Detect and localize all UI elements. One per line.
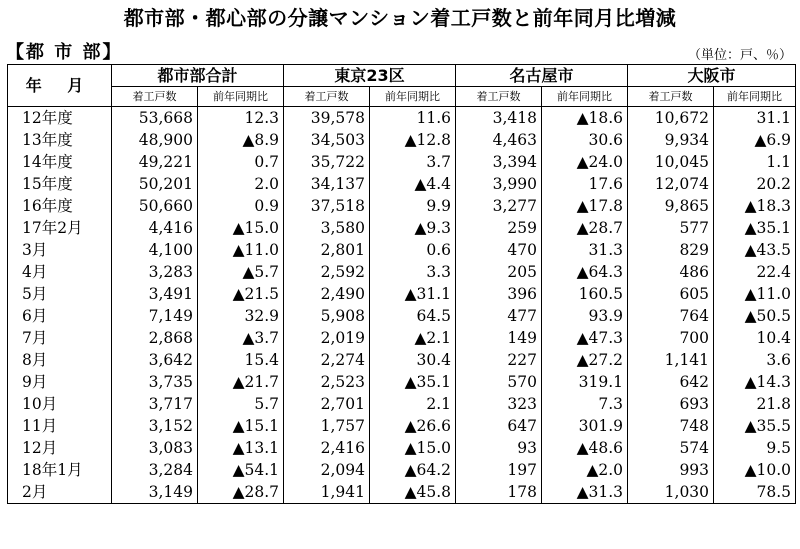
cell-yoy: 0.9 xyxy=(198,195,284,217)
cell-starts: 3,394 xyxy=(456,151,542,173)
cell-yoy: 0.6 xyxy=(370,239,456,261)
cell-starts: 829 xyxy=(628,239,714,261)
subheader-starts: 着工戸数 xyxy=(456,87,542,107)
cell-yoy: 1.1 xyxy=(714,151,796,173)
cell-yoy: 5.7 xyxy=(198,393,284,415)
cell-starts: 3,642 xyxy=(112,349,198,371)
cell-yoy: ▲3.7 xyxy=(198,327,284,349)
row-period: 11月 xyxy=(8,415,112,437)
cell-starts: 9,934 xyxy=(628,129,714,151)
cell-yoy: 2.1 xyxy=(370,393,456,415)
cell-starts: 50,660 xyxy=(112,195,198,217)
cell-starts: 3,580 xyxy=(284,217,370,239)
table-row xyxy=(8,151,796,173)
row-period: 15年度 xyxy=(8,173,112,195)
cell-yoy: ▲11.0 xyxy=(198,239,284,261)
region-header: 都市部合計 xyxy=(112,65,284,87)
table-row xyxy=(8,349,796,371)
row-period: 18年1月 xyxy=(8,459,112,481)
cell-starts: 3,990 xyxy=(456,173,542,195)
cell-yoy: ▲21.5 xyxy=(198,283,284,305)
cell-starts: 2,523 xyxy=(284,371,370,393)
housing-starts-table xyxy=(7,64,796,504)
cell-starts: 48,900 xyxy=(112,129,198,151)
cell-yoy: ▲27.2 xyxy=(542,349,628,371)
cell-starts: 35,722 xyxy=(284,151,370,173)
cell-yoy: ▲13.1 xyxy=(198,437,284,459)
cell-yoy: 9.9 xyxy=(370,195,456,217)
cell-yoy: ▲10.0 xyxy=(714,459,796,481)
cell-starts: 477 xyxy=(456,305,542,327)
cell-starts: 2,592 xyxy=(284,261,370,283)
cell-starts: 9,865 xyxy=(628,195,714,217)
cell-starts: 37,518 xyxy=(284,195,370,217)
cell-starts: 3,284 xyxy=(112,459,198,481)
cell-starts: 1,030 xyxy=(628,481,714,504)
cell-yoy: 31.1 xyxy=(714,107,796,130)
section-label: 【都 市 部】 xyxy=(6,42,123,63)
row-period: 14年度 xyxy=(8,151,112,173)
table-row xyxy=(8,129,796,151)
cell-starts: 227 xyxy=(456,349,542,371)
table-row xyxy=(8,371,796,393)
cell-yoy: ▲2.1 xyxy=(370,327,456,349)
cell-yoy: 78.5 xyxy=(714,481,796,504)
cell-starts: 577 xyxy=(628,217,714,239)
cell-yoy: ▲14.3 xyxy=(714,371,796,393)
row-period: 12月 xyxy=(8,437,112,459)
table-row xyxy=(8,283,796,305)
cell-yoy: 3.3 xyxy=(370,261,456,283)
cell-starts: 93 xyxy=(456,437,542,459)
cell-yoy: 9.5 xyxy=(714,437,796,459)
cell-yoy: 11.6 xyxy=(370,107,456,130)
cell-yoy: ▲8.9 xyxy=(198,129,284,151)
cell-starts: 2,274 xyxy=(284,349,370,371)
cell-starts: 34,137 xyxy=(284,173,370,195)
cell-yoy: 17.6 xyxy=(542,173,628,195)
cell-starts: 50,201 xyxy=(112,173,198,195)
cell-yoy: ▲47.3 xyxy=(542,327,628,349)
cell-yoy: 93.9 xyxy=(542,305,628,327)
row-period: 3月 xyxy=(8,239,112,261)
cell-yoy: ▲54.1 xyxy=(198,459,284,481)
cell-starts: 10,672 xyxy=(628,107,714,130)
cell-starts: 2,094 xyxy=(284,459,370,481)
cell-starts: 323 xyxy=(456,393,542,415)
row-period: 17年2月 xyxy=(8,217,112,239)
subheader-yoy: 前年同期比 xyxy=(714,87,796,107)
cell-yoy: 20.2 xyxy=(714,173,796,195)
cell-yoy: 22.4 xyxy=(714,261,796,283)
region-header: 大阪市 xyxy=(628,65,796,87)
cell-yoy: ▲21.7 xyxy=(198,371,284,393)
cell-yoy: 2.0 xyxy=(198,173,284,195)
table-row xyxy=(8,261,796,283)
cell-starts: 574 xyxy=(628,437,714,459)
cell-yoy: ▲9.3 xyxy=(370,217,456,239)
page-title: 都市部・都心部の分譲マンション着工戸数と前年同月比増減 xyxy=(123,6,677,30)
row-period: 2月 xyxy=(8,481,112,504)
row-period: 16年度 xyxy=(8,195,112,217)
row-period: 9月 xyxy=(8,371,112,393)
cell-yoy: ▲2.0 xyxy=(542,459,628,481)
row-period: 6月 xyxy=(8,305,112,327)
cell-starts: 1,141 xyxy=(628,349,714,371)
cell-yoy: ▲4.4 xyxy=(370,173,456,195)
table-row xyxy=(8,481,796,504)
cell-yoy: 64.5 xyxy=(370,305,456,327)
table-row xyxy=(8,173,796,195)
cell-starts: 178 xyxy=(456,481,542,504)
cell-yoy: ▲35.1 xyxy=(370,371,456,393)
cell-yoy: 21.8 xyxy=(714,393,796,415)
cell-yoy: ▲64.3 xyxy=(542,261,628,283)
cell-starts: 3,491 xyxy=(112,283,198,305)
cell-yoy: ▲18.3 xyxy=(714,195,796,217)
cell-starts: 53,668 xyxy=(112,107,198,130)
subheader-starts: 着工戸数 xyxy=(284,87,370,107)
cell-yoy: ▲15.1 xyxy=(198,415,284,437)
row-period: 8月 xyxy=(8,349,112,371)
cell-starts: 3,149 xyxy=(112,481,198,504)
cell-starts: 470 xyxy=(456,239,542,261)
cell-starts: 5,908 xyxy=(284,305,370,327)
cell-starts: 700 xyxy=(628,327,714,349)
cell-yoy: ▲28.7 xyxy=(198,481,284,504)
cell-starts: 4,463 xyxy=(456,129,542,151)
table-row xyxy=(8,437,796,459)
subheader-yoy: 前年同期比 xyxy=(370,87,456,107)
cell-starts: 205 xyxy=(456,261,542,283)
region-header: 名古屋市 xyxy=(456,65,628,87)
cell-starts: 49,221 xyxy=(112,151,198,173)
cell-yoy: ▲28.7 xyxy=(542,217,628,239)
cell-yoy: ▲24.0 xyxy=(542,151,628,173)
table-row xyxy=(8,107,796,130)
cell-yoy: ▲15.0 xyxy=(370,437,456,459)
cell-starts: 34,503 xyxy=(284,129,370,151)
cell-starts: 3,418 xyxy=(456,107,542,130)
cell-starts: 647 xyxy=(456,415,542,437)
table-row xyxy=(8,393,796,415)
cell-starts: 642 xyxy=(628,371,714,393)
cell-yoy: 160.5 xyxy=(542,283,628,305)
cell-yoy: 10.4 xyxy=(714,327,796,349)
cell-starts: 3,277 xyxy=(456,195,542,217)
cell-yoy: 3.7 xyxy=(370,151,456,173)
cell-starts: 605 xyxy=(628,283,714,305)
cell-yoy: ▲11.0 xyxy=(714,283,796,305)
cell-yoy: ▲17.8 xyxy=(542,195,628,217)
cell-starts: 39,578 xyxy=(284,107,370,130)
row-period: 13年度 xyxy=(8,129,112,151)
table-row xyxy=(8,217,796,239)
cell-starts: 3,152 xyxy=(112,415,198,437)
cell-yoy: ▲48.6 xyxy=(542,437,628,459)
subheader-starts: 着工戸数 xyxy=(628,87,714,107)
cell-starts: 3,717 xyxy=(112,393,198,415)
cell-yoy: 30.6 xyxy=(542,129,628,151)
cell-starts: 764 xyxy=(628,305,714,327)
corner-header: 年 月 xyxy=(8,65,112,107)
cell-yoy: 12.3 xyxy=(198,107,284,130)
table-row xyxy=(8,239,796,261)
cell-yoy: ▲15.0 xyxy=(198,217,284,239)
cell-yoy: 0.7 xyxy=(198,151,284,173)
table-row xyxy=(8,415,796,437)
row-period: 4月 xyxy=(8,261,112,283)
subheader-yoy: 前年同期比 xyxy=(198,87,284,107)
cell-yoy: 3.6 xyxy=(714,349,796,371)
cell-yoy: ▲18.6 xyxy=(542,107,628,130)
cell-yoy: 32.9 xyxy=(198,305,284,327)
cell-starts: 4,100 xyxy=(112,239,198,261)
cell-starts: 2,801 xyxy=(284,239,370,261)
table-row xyxy=(8,459,796,481)
subheader-starts: 着工戸数 xyxy=(112,87,198,107)
cell-starts: 486 xyxy=(628,261,714,283)
cell-starts: 993 xyxy=(628,459,714,481)
cell-yoy: ▲35.1 xyxy=(714,217,796,239)
cell-yoy: ▲43.5 xyxy=(714,239,796,261)
region-header: 東京23区 xyxy=(284,65,456,87)
cell-starts: 3,735 xyxy=(112,371,198,393)
row-period: 10月 xyxy=(8,393,112,415)
cell-starts: 10,045 xyxy=(628,151,714,173)
row-period: 5月 xyxy=(8,283,112,305)
cell-starts: 3,083 xyxy=(112,437,198,459)
cell-starts: 396 xyxy=(456,283,542,305)
cell-starts: 149 xyxy=(456,327,542,349)
cell-yoy: ▲31.3 xyxy=(542,481,628,504)
cell-starts: 2,416 xyxy=(284,437,370,459)
cell-yoy: ▲35.5 xyxy=(714,415,796,437)
cell-yoy: ▲64.2 xyxy=(370,459,456,481)
cell-yoy: ▲5.7 xyxy=(198,261,284,283)
cell-yoy: 301.9 xyxy=(542,415,628,437)
unit-label: （単位：戸、％） xyxy=(687,48,792,63)
cell-yoy: ▲31.1 xyxy=(370,283,456,305)
cell-starts: 3,283 xyxy=(112,261,198,283)
cell-starts: 259 xyxy=(456,217,542,239)
table-row xyxy=(8,305,796,327)
cell-starts: 693 xyxy=(628,393,714,415)
cell-starts: 197 xyxy=(456,459,542,481)
cell-yoy: ▲45.8 xyxy=(370,481,456,504)
cell-yoy: ▲12.8 xyxy=(370,129,456,151)
row-period: 7月 xyxy=(8,327,112,349)
cell-yoy: 319.1 xyxy=(542,371,628,393)
cell-starts: 1,757 xyxy=(284,415,370,437)
cell-yoy: 7.3 xyxy=(542,393,628,415)
table-row xyxy=(8,195,796,217)
cell-starts: 4,416 xyxy=(112,217,198,239)
cell-yoy: ▲50.5 xyxy=(714,305,796,327)
cell-starts: 570 xyxy=(456,371,542,393)
cell-yoy: 31.3 xyxy=(542,239,628,261)
subheader-yoy: 前年同期比 xyxy=(542,87,628,107)
cell-starts: 12,074 xyxy=(628,173,714,195)
cell-starts: 2,701 xyxy=(284,393,370,415)
cell-starts: 2,490 xyxy=(284,283,370,305)
cell-starts: 2,019 xyxy=(284,327,370,349)
cell-starts: 2,868 xyxy=(112,327,198,349)
cell-starts: 1,941 xyxy=(284,481,370,504)
cell-yoy: 30.4 xyxy=(370,349,456,371)
cell-yoy: ▲26.6 xyxy=(370,415,456,437)
cell-yoy: 15.4 xyxy=(198,349,284,371)
cell-starts: 748 xyxy=(628,415,714,437)
cell-yoy: ▲6.9 xyxy=(714,129,796,151)
cell-starts: 7,149 xyxy=(112,305,198,327)
table-row xyxy=(8,327,796,349)
row-period: 12年度 xyxy=(8,107,112,130)
